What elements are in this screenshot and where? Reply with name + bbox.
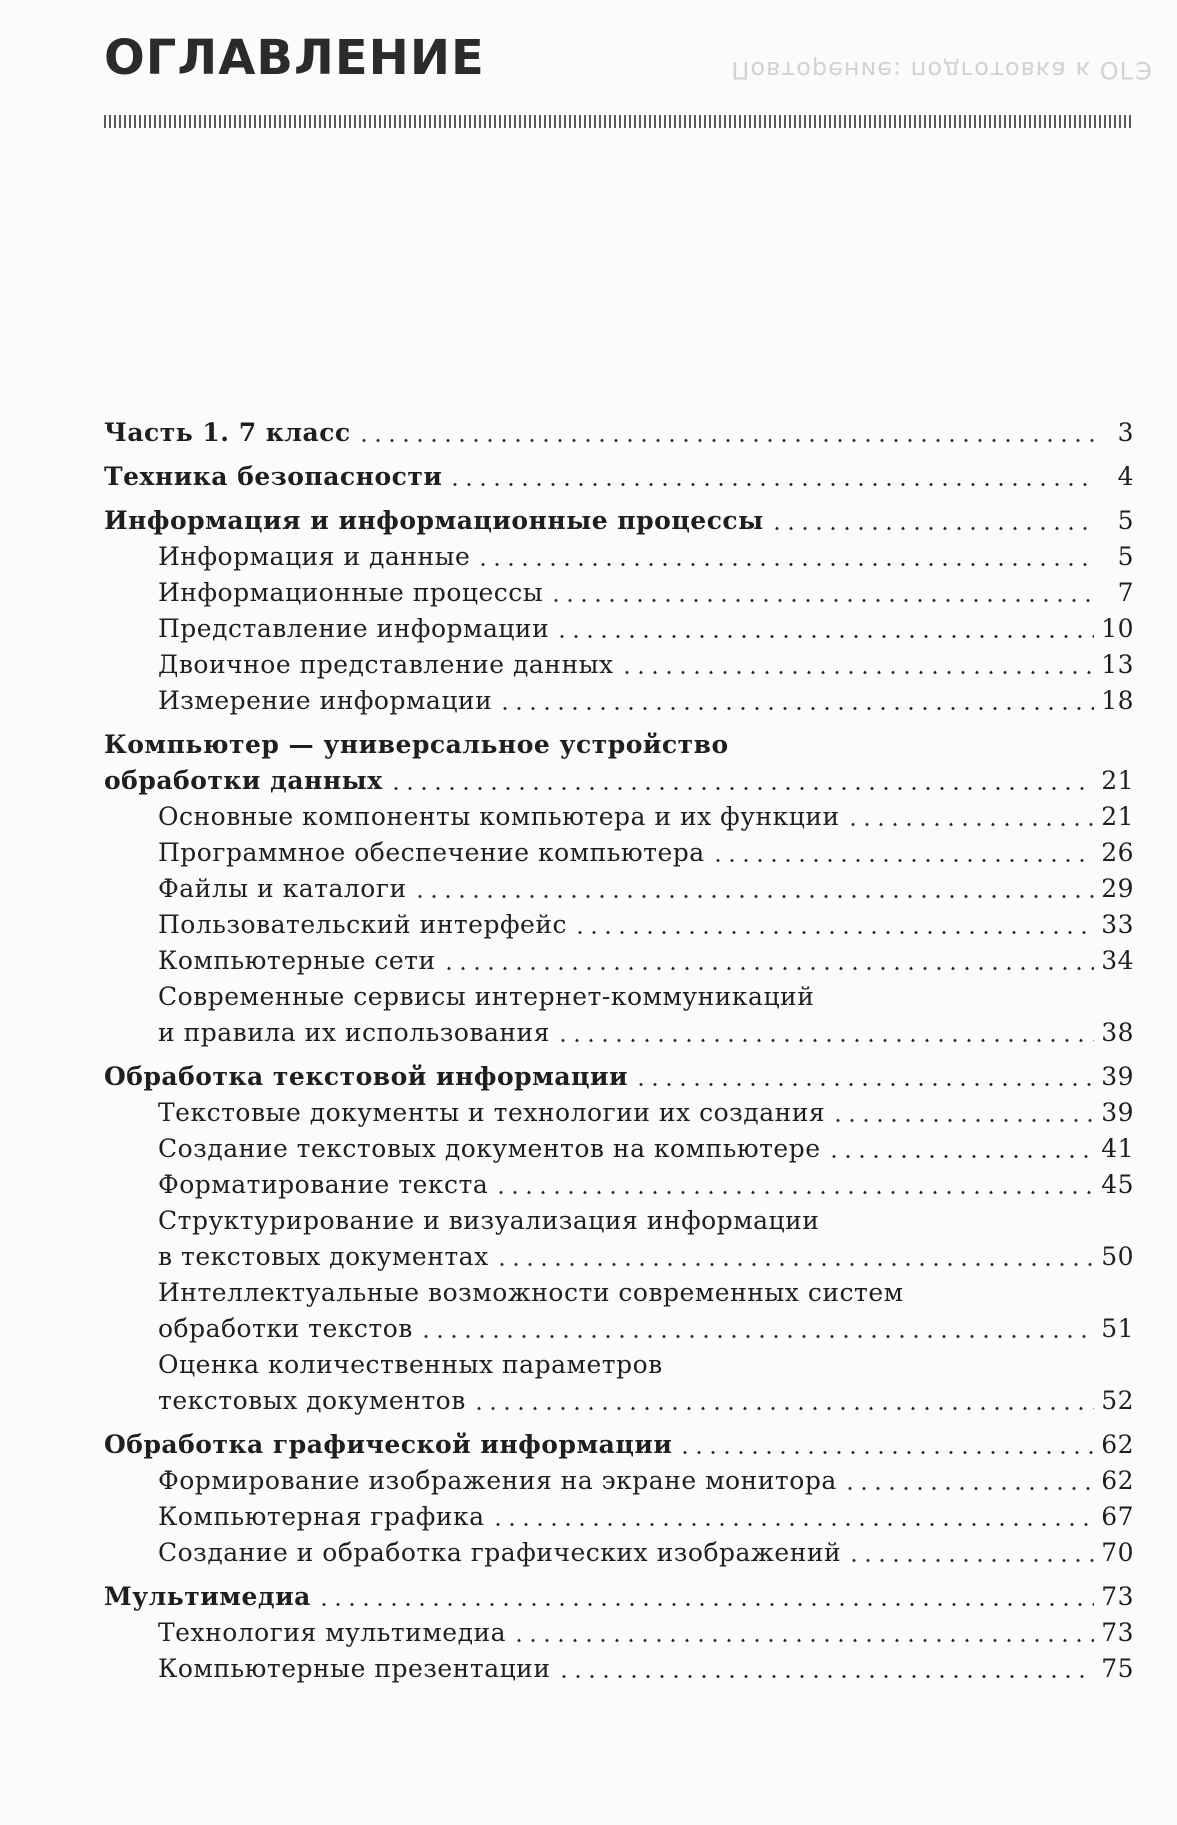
dot-leader [495, 1263, 1094, 1266]
page-number: 67 [1101, 1502, 1134, 1531]
toc-chapter-title: обработки данных [104, 766, 383, 795]
page-number: 4 [1117, 462, 1134, 491]
toc-entry-title: Текстовые документы и технологии их создания [158, 1098, 826, 1127]
toc-section [104, 727, 1134, 1051]
toc-chapter-title: Мультимедиа [104, 1582, 311, 1611]
toc-entry [104, 943, 1134, 979]
dot-leader [620, 671, 1094, 674]
toc-entry-title: Технология мультимедиа [158, 1618, 507, 1647]
dot-leader [555, 635, 1094, 638]
page-number: 70 [1101, 1538, 1134, 1567]
toc-entry [104, 611, 1134, 647]
page-number: 21 [1101, 766, 1134, 795]
toc-entry [104, 1095, 1134, 1131]
toc-entry-title: Создание текстовых документов на компьютере [158, 1134, 821, 1163]
toc-chapter-title: Техника безопасности [104, 462, 443, 491]
toc-section [104, 1059, 1134, 1419]
page-number: 10 [1101, 614, 1134, 643]
toc-chapter [104, 459, 1134, 495]
dot-leader [317, 1603, 1094, 1606]
toc-chapter-title: Обработка графической информации [104, 1430, 673, 1459]
dot-leader [831, 1119, 1094, 1122]
page-number: 73 [1101, 1618, 1134, 1647]
toc-entry [104, 575, 1134, 611]
heading-rule [104, 115, 1134, 128]
toc-section [104, 1579, 1134, 1687]
dot-leader [491, 1523, 1094, 1526]
page-number: 18 [1101, 686, 1134, 715]
dot-leader [357, 439, 1094, 442]
dot-leader [512, 1639, 1094, 1642]
toc-entry-title: Формирование изображения на экране монитора [158, 1466, 837, 1495]
toc-chapter-title: Информация и информационные процессы [104, 506, 764, 535]
toc-entry-title-line: Структурирование и визуализация информации [158, 1206, 820, 1235]
toc-chapter [104, 503, 1134, 539]
toc-entry-title: Форматирование текста [158, 1170, 489, 1199]
toc-section [104, 415, 1134, 451]
dot-leader [847, 1559, 1094, 1562]
toc-section [104, 459, 1134, 495]
toc-chapter [104, 1579, 1134, 1615]
toc-entry-title: Информация и данные [158, 542, 471, 571]
page-number: 52 [1101, 1386, 1134, 1415]
toc-entry [104, 1311, 1134, 1347]
dot-leader [846, 823, 1094, 826]
dot-leader [498, 707, 1094, 710]
toc-entry [104, 1535, 1134, 1571]
page-number: 75 [1101, 1654, 1134, 1683]
dot-leader [389, 787, 1094, 790]
toc-entry-title: Измерение информации [158, 686, 493, 715]
toc-entry-title-line: Оценка количественных параметров [158, 1350, 663, 1379]
bleed-through-text: Повторение: подготовка к ОГЭ [731, 56, 1153, 84]
table-of-contents [104, 415, 1134, 1695]
toc-entry-title: Программное обеспечение компьютера [158, 838, 705, 867]
page-number: 7 [1117, 578, 1134, 607]
page-number: 39 [1101, 1062, 1134, 1091]
toc-chapter [104, 1427, 1134, 1463]
dot-leader [549, 599, 1094, 602]
toc-entry [104, 1131, 1134, 1167]
toc-entry-title: обработки текстов [158, 1314, 413, 1343]
toc-entry [104, 1499, 1134, 1535]
toc-chapter [104, 415, 1134, 451]
toc-section [104, 503, 1134, 719]
toc-entry-title-line: Современные сервисы интернет-коммуникаций [158, 982, 815, 1011]
toc-entry [104, 871, 1134, 907]
toc-chapter-title: Часть 1. 7 класс [104, 418, 351, 447]
toc-entry [104, 683, 1134, 719]
toc-entry [104, 1239, 1134, 1275]
dot-leader [448, 483, 1094, 486]
page-number: 5 [1117, 542, 1134, 571]
toc-entry [104, 1167, 1134, 1203]
page-number: 34 [1101, 946, 1134, 975]
page-number: 29 [1101, 874, 1134, 903]
page-number: 41 [1101, 1134, 1134, 1163]
toc-entry [104, 1651, 1134, 1687]
page-number: 50 [1101, 1242, 1134, 1271]
toc-entry [104, 1615, 1134, 1651]
toc-entry-title: в текстовых документах [158, 1242, 489, 1271]
toc-entry-title-line: Интеллектуальные возможности современных систем [158, 1278, 904, 1307]
dot-leader [476, 563, 1094, 566]
page-number: 21 [1101, 802, 1134, 831]
toc-entry [104, 1383, 1134, 1419]
dot-leader [557, 1675, 1094, 1678]
page-number: 39 [1101, 1098, 1134, 1127]
toc-entry-title: Создание и обработка графических изображений [158, 1538, 842, 1567]
toc-entry [104, 907, 1134, 943]
dot-leader [419, 1335, 1094, 1338]
toc-section [104, 1427, 1134, 1571]
toc-entry-title: Компьютерные сети [158, 946, 436, 975]
dot-leader [472, 1407, 1094, 1410]
page-number: 51 [1101, 1314, 1134, 1343]
dot-leader [843, 1487, 1094, 1490]
toc-entry [104, 647, 1134, 683]
toc-entry-title: Информационные процессы [158, 578, 544, 607]
page-number: 26 [1101, 838, 1134, 867]
page-heading: ОГЛАВЛЕНИЕ [104, 30, 485, 86]
toc-entry-title: Представление информации [158, 614, 550, 643]
page-number: 33 [1101, 910, 1134, 939]
toc-entry-title: Пользовательский интерфейс [158, 910, 568, 939]
toc-entry [104, 1015, 1134, 1051]
toc-chapter-title-line: Компьютер — универсальное устройство [104, 730, 729, 759]
toc-entry [104, 835, 1134, 871]
page-number: 38 [1101, 1018, 1134, 1047]
toc-entry [104, 1463, 1134, 1499]
page-number: 5 [1117, 506, 1134, 535]
page-number: 62 [1101, 1466, 1134, 1495]
dot-leader [494, 1191, 1094, 1194]
toc-entry-title: Компьютерные презентации [158, 1654, 551, 1683]
dot-leader [678, 1451, 1094, 1454]
toc-entry-title: Компьютерная графика [158, 1502, 485, 1531]
page-number: 62 [1101, 1430, 1134, 1459]
dot-leader [770, 527, 1094, 530]
toc-entry [104, 799, 1134, 835]
toc-entry-title: и правила их использования [158, 1018, 550, 1047]
page-number: 73 [1101, 1582, 1134, 1611]
toc-entry-title: Основные компоненты компьютера и их функции [158, 802, 840, 831]
toc-entry-title: Файлы и каталоги [158, 874, 407, 903]
page-number: 13 [1101, 650, 1134, 679]
dot-leader [413, 895, 1094, 898]
dot-leader [827, 1155, 1094, 1158]
dot-leader [442, 967, 1094, 970]
dot-leader [711, 859, 1094, 862]
dot-leader [573, 931, 1094, 934]
dot-leader [556, 1039, 1094, 1042]
page-number: 45 [1101, 1170, 1134, 1199]
toc-chapter-title: Обработка текстовой информации [104, 1062, 629, 1091]
dot-leader [634, 1083, 1094, 1086]
toc-entry-title: Двоичное представление данных [158, 650, 614, 679]
toc-entry-title: текстовых документов [158, 1386, 466, 1415]
toc-chapter [104, 1059, 1134, 1095]
toc-chapter [104, 763, 1134, 799]
page-number: 3 [1117, 418, 1134, 447]
toc-entry [104, 539, 1134, 575]
